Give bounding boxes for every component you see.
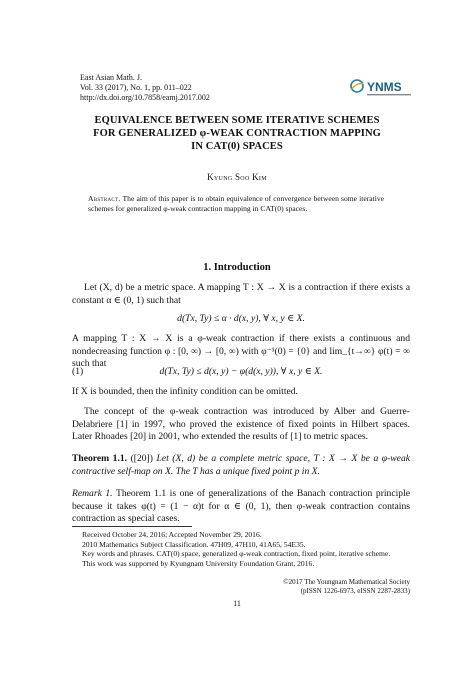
footnote-keywords: Key words and phrases. CAT(0) space, generalized φ-weak contraction, fixed point, iterative scheme. [82, 549, 391, 559]
paper-title [40, 114, 434, 153]
section-heading: 1. Introduction [203, 262, 271, 273]
theorem-label: Theorem 1.1. [72, 453, 128, 464]
equation-1: d(Tx, Ty) ≤ d(x, y) − φ(d(x, y)), ∀ x, y ∈ X. [159, 366, 323, 377]
footnote-rule [72, 526, 192, 527]
footnotes [72, 530, 410, 568]
abstract-text: The aim of this paper is to obtain equivalence of convergence between some iterative schemes for generalized φ-weak contraction mapping in CAT(0) spaces. [88, 194, 384, 213]
remark-1 [72, 488, 410, 526]
title-line-1: EQUIVALENCE BETWEEN SOME ITERATIVE SCHEMES [94, 115, 380, 126]
paragraph-1: Let (X, d) be a metric space. A mapping T : X → X is a contraction if there exists a constant α ∈ (0, 1) such that [72, 282, 410, 306]
paragraph-3: If X is bounded, then the infinity condition can be omitted. [72, 386, 298, 397]
logo-text: YNMS [367, 80, 402, 94]
theorem-1-1 [72, 453, 410, 478]
journal-doi: http://dx.doi.org/10.7858/eamj.2017.002 [80, 93, 210, 102]
copyright-line-2: (pISSN 1226-6973, eISSN 2287-2833) [300, 586, 410, 595]
copyright-block [170, 578, 410, 595]
journal-volume: Vol. 33 (2017), No. 1, pp. 011–022 [80, 83, 192, 92]
equation-contraction: d(Tx, Ty) ≤ α · d(x, y), ∀ x, y ∈ X. [177, 313, 305, 324]
paragraph-4: The concept of the φ-weak contraction was introduced by Alber and Guerre-Delabriere [1] in 1997, who proved the existence of fixed points in Hilbert spaces. Later Rhoades [20] in 2001, who extended the results of [1] to metric spaces. [72, 406, 410, 442]
copyright-line-1: ©2017 The Youngnam Mathematical Society [283, 578, 410, 586]
theorem-text: Let (X, d) be a complete metric space, T : X → X be a φ-weak contractive self-map on X. The T has a unique fixed point p in X. [72, 453, 410, 477]
theorem-ref: ([20]) [130, 453, 153, 464]
footnote-received: Received October 24, 2016; Accepted November 29, 2016. [82, 530, 262, 539]
title-line-3: IN CAT(0) SPACES [191, 141, 283, 152]
title-line-2: FOR GENERALIZED φ-WEAK CONTRACTION MAPPING [93, 128, 381, 139]
page-number: 11 [233, 599, 241, 608]
ynms-logo [348, 76, 414, 102]
remark-label: Remark 1. [72, 488, 113, 499]
abstract [88, 194, 384, 214]
abstract-label: Abstract. [88, 194, 121, 203]
equation-number: (1) [72, 366, 84, 377]
remark-text: Theorem 1.1 is one of generalizations of the Banach contraction principle because it takes φ(t) = (1 − α)t for α ∈ (0, 1), then φ-weak contraction contains contraction as special cases. [72, 488, 410, 524]
paragraph-2: A mapping T : X → X is a φ-weak contraction if there exists a continuous and nondecreasing function φ : [0, ∞) → [0, ∞) with φ⁻¹(0) = {0} and lim_{t→∞} φ(t) = ∞ such that [72, 333, 410, 369]
journal-name: East Asian Math. J. [80, 73, 142, 82]
ynms-logo-icon [348, 76, 414, 102]
footnote-msc: 2010 Mathematics Subject Classification. 47H09, 47H10, 41A65, 54E35. [82, 539, 306, 549]
footnote-support: This work was supported by Kyungnam University Foundation Grant, 2016. [82, 558, 315, 568]
journal-header [80, 73, 210, 103]
author: Kyung Soo Kim [207, 172, 267, 182]
